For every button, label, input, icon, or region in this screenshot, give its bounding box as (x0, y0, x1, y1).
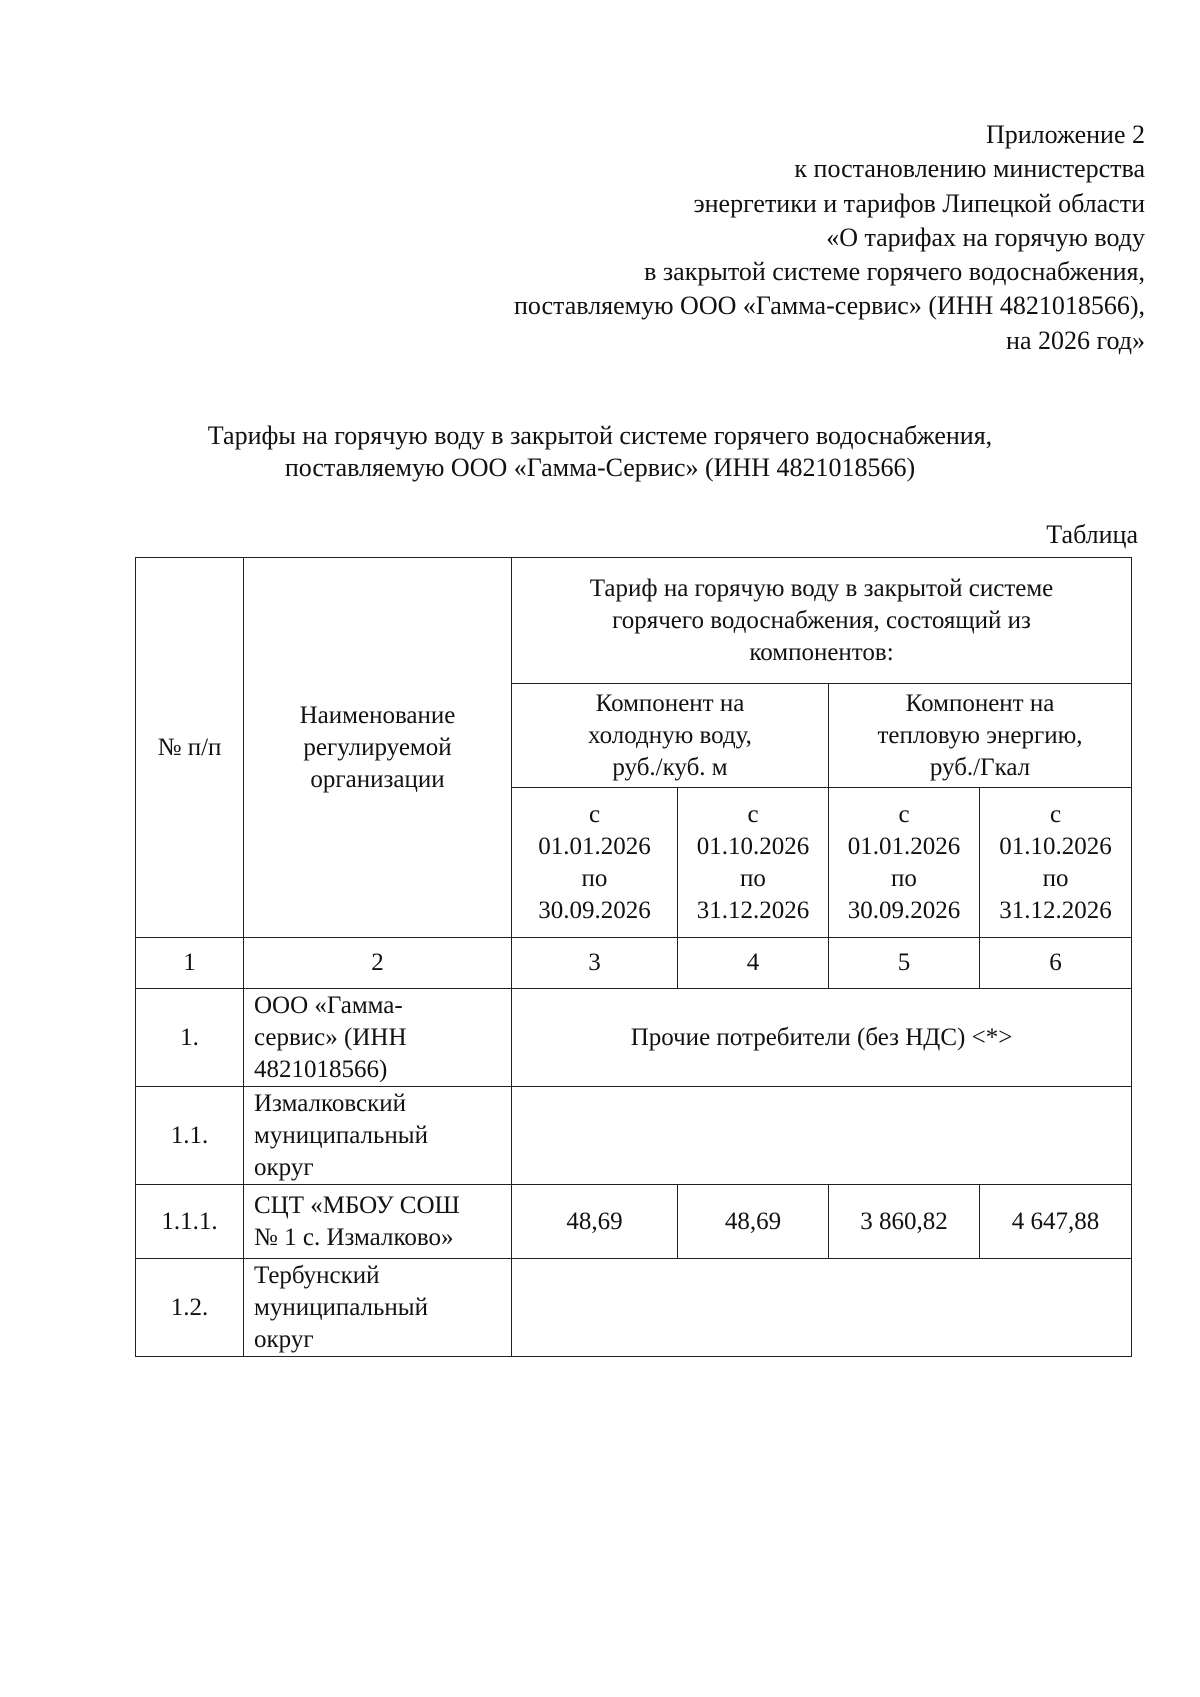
column-number: 5 (829, 938, 980, 989)
appendix-line: энергетики и тарифов Липецкой области (693, 188, 1145, 218)
row-consumer-category: Прочие потребители (без НДС) <*> (512, 989, 1132, 1087)
table-row (136, 1087, 1132, 1185)
header-period: с 01.01.2026 по 30.09.2026 (512, 788, 678, 938)
row-empty-cell (512, 1087, 1132, 1185)
appendix-line: на 2026 год» (1006, 325, 1145, 355)
header-tariff: Тариф на горячую воду в закрытой системе горячего водоснабжения, состоящий из компонентов: (512, 558, 1132, 684)
row-district-name: Тербунский муниципальный округ (244, 1259, 512, 1357)
appendix-line: к постановлению министерства (794, 154, 1145, 184)
header-heat-energy: Компонент на тепловую энергию, руб./Гкал (829, 684, 1132, 788)
header-period: с 01.10.2026 по 31.12.2026 (980, 788, 1132, 938)
header-name: Наименование регулируемой организации (244, 558, 512, 938)
table-row (136, 989, 1132, 1087)
table-row (136, 1259, 1132, 1357)
row-district-name: Измалковский муниципальный округ (244, 1087, 512, 1185)
appendix-line: поставляемую ООО «Гамма-сервис» (ИНН 4821018566), (513, 291, 1145, 321)
table-row (136, 1185, 1132, 1259)
row-num: 1. (136, 989, 244, 1087)
appendix-line: Приложение 2 (985, 120, 1145, 149)
title-line: поставляемую ООО «Гамма-Сервис» (ИНН 4821018566) (284, 453, 916, 482)
row-num: 1.2. (136, 1259, 244, 1357)
header-period: с 01.10.2026 по 31.12.2026 (678, 788, 829, 938)
tariff-value: 48,69 (678, 1185, 829, 1259)
row-empty-cell (512, 1259, 1132, 1357)
appendix-header (385, 118, 1145, 358)
row-num: 1.1.1. (136, 1185, 244, 1259)
column-number: 1 (136, 938, 244, 989)
tariff-value: 4 647,88 (980, 1185, 1132, 1259)
appendix-line: в закрытой системе горячего водоснабжения, (644, 257, 1145, 287)
tariff-value: 48,69 (512, 1185, 678, 1259)
header-row (136, 558, 1132, 684)
column-number: 4 (678, 938, 829, 989)
row-num: 1.1. (136, 1087, 244, 1185)
tariff-table (135, 557, 1132, 1357)
document-title (100, 420, 1100, 484)
title-line: Тарифы на горячую воду в закрытой системе горячего водоснабжения, (207, 421, 993, 450)
column-number: 2 (244, 938, 512, 989)
column-number: 6 (980, 938, 1132, 989)
header-period: с 01.01.2026 по 30.09.2026 (829, 788, 980, 938)
header-cold-water: Компонент на холодную воду, руб./куб. м (512, 684, 829, 788)
table-caption: Таблица (1046, 520, 1138, 549)
appendix-line: «О тарифах на горячую воду (826, 222, 1145, 252)
row-facility-name: СЦТ «МБОУ СОШ № 1 с. Измалково» (244, 1185, 512, 1259)
column-number-row (136, 938, 1132, 989)
header-num: № п/п (136, 558, 244, 938)
row-org-name: ООО «Гамма- сервис» (ИНН 4821018566) (244, 989, 512, 1087)
tariff-value: 3 860,82 (829, 1185, 980, 1259)
column-number: 3 (512, 938, 678, 989)
